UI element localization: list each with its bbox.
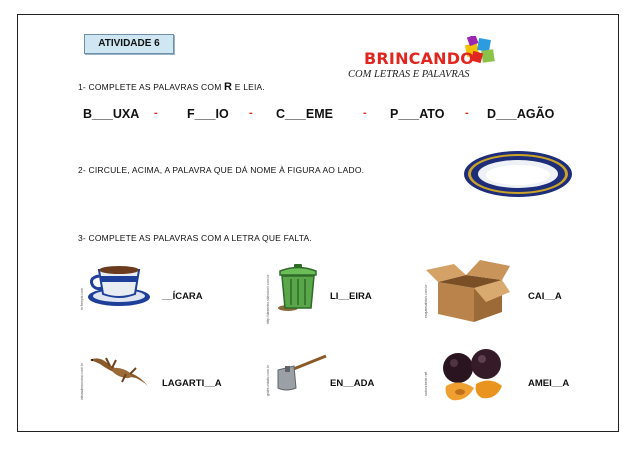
fill-word-bin[interactable]: LI__EIRA bbox=[330, 291, 372, 302]
image-credit: saborebebe.net bbox=[424, 371, 428, 396]
fill-word-2[interactable]: F___IO bbox=[187, 107, 229, 121]
fill-word-box[interactable]: CAI__A bbox=[528, 291, 562, 302]
plums-icon bbox=[436, 346, 508, 404]
separator: - bbox=[154, 107, 158, 119]
plate-icon bbox=[462, 148, 574, 200]
question-1-text: 1- COMPLETE AS PALAVRAS COM bbox=[78, 82, 225, 92]
question-1-letter: R bbox=[224, 81, 233, 93]
question-3: 3- COMPLETE AS PALAVRAS COM A LETRA QUE FALTA. bbox=[78, 233, 312, 243]
logo-title: BRINCANDO bbox=[364, 49, 475, 68]
word-row bbox=[83, 107, 573, 125]
separator: - bbox=[465, 107, 469, 119]
question-1 bbox=[78, 81, 265, 93]
separator: - bbox=[363, 107, 367, 119]
lizard-icon bbox=[86, 352, 156, 398]
image-credit: gratis.cstatic.com.br bbox=[266, 364, 270, 396]
fill-word-hoe[interactable]: EN__ADA bbox=[330, 378, 375, 389]
trash-can-icon bbox=[272, 262, 324, 312]
fill-word-5[interactable]: D___AGÃO bbox=[487, 107, 555, 121]
cardboard-box-icon bbox=[424, 258, 510, 324]
fill-word-3[interactable]: C___EME bbox=[276, 107, 333, 121]
fill-word-cup[interactable]: __ÍCARA bbox=[162, 291, 203, 302]
fill-word-1[interactable]: B___UXA bbox=[83, 107, 140, 121]
separator: - bbox=[249, 107, 253, 119]
fill-word-plums[interactable]: AMEI__A bbox=[528, 378, 570, 389]
fill-word-4[interactable]: P___ATO bbox=[390, 107, 445, 121]
image-credit: ideiasdenocomo.com.br bbox=[80, 362, 84, 400]
hoe-icon bbox=[272, 352, 328, 398]
question-2: 2- CIRCULE, ACIMA, A PALAVRA QUE DÁ NOME À FIGURA AO LADO. bbox=[78, 165, 365, 175]
activity-badge: ATIVIDADE 6 bbox=[84, 34, 174, 54]
teacup-icon bbox=[86, 262, 152, 308]
image-credit: br.freepik.com bbox=[80, 288, 84, 310]
logo-subtitle: COM LETRAS E PALAVRAS bbox=[348, 69, 470, 80]
fill-word-lizard[interactable]: LAGARTI__A bbox=[162, 378, 222, 389]
image-credit: esquemafotos.com.br bbox=[424, 284, 428, 318]
image-credit: http://desenho.sitecolorir.com.br bbox=[266, 274, 270, 324]
question-1-tail: E LEIA. bbox=[232, 82, 265, 92]
